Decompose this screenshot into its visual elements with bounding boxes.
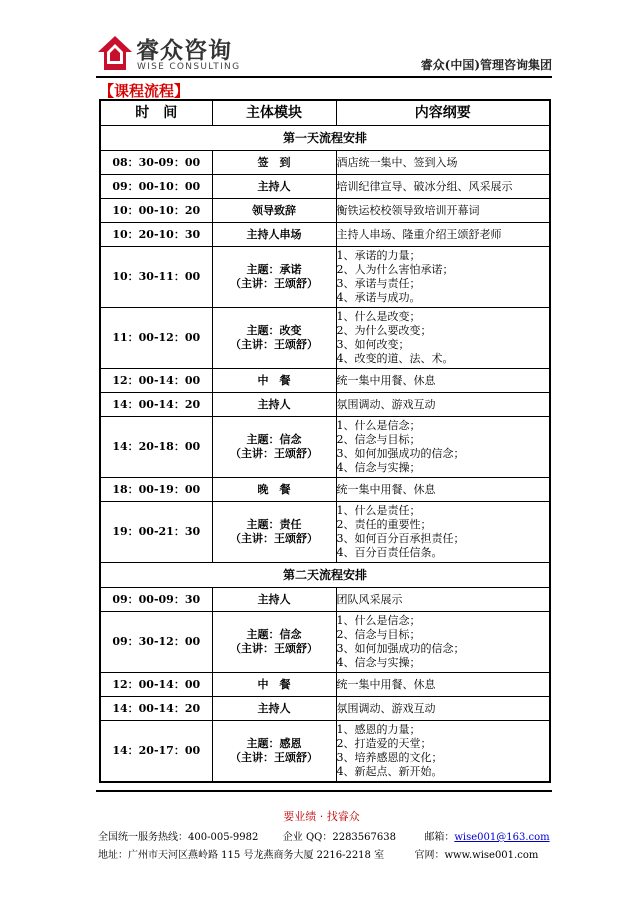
time-cell: 09：30-12：00 <box>100 612 212 673</box>
content-line: 衡铁运校校领导致培训开幕词 <box>336 203 480 217</box>
module-line: 晚 餐 <box>257 482 291 496</box>
hotline-label: 全国统一服务热线： <box>98 832 188 843</box>
table-row <box>100 151 550 175</box>
day2-section-title: 第二天流程安排 <box>100 563 550 588</box>
content-cell <box>336 417 550 478</box>
module-line: 主题：责任 <box>246 518 302 531</box>
content-cell <box>336 502 550 563</box>
content-line: 氛围调动、游戏互动 <box>336 397 436 411</box>
module-cell <box>212 588 336 612</box>
time-cell: 10：30-11：00 <box>100 247 212 308</box>
module-line: 主题：信念 <box>246 628 302 641</box>
content-line: 3、如何百分百承担责任； <box>336 532 465 545</box>
module-line: 主题：信念 <box>246 433 302 446</box>
table-row <box>100 369 550 393</box>
content-line: 2、打造爱的天堂； <box>336 736 432 750</box>
content-line: 团队风采展示 <box>336 592 403 606</box>
content-cell <box>336 588 550 612</box>
module-line: 主持人 <box>257 592 291 606</box>
module-cell <box>212 393 336 417</box>
header-time: 时 间 <box>100 100 212 126</box>
footer-slogan: 要业绩 · 找睿众 <box>283 810 360 823</box>
content-line: 3、培养感恩的文化； <box>336 750 443 764</box>
content-cell <box>336 697 550 721</box>
content-line: 3、如何加强成功的信念； <box>336 642 465 655</box>
time-cell: 14：20-18：00 <box>100 417 212 478</box>
time-cell: 18：00-19：00 <box>100 478 212 502</box>
time-cell: 08：30-09：00 <box>100 151 212 175</box>
content-line: 3、承诺与责任； <box>336 277 421 290</box>
module-line: 主题：感恩 <box>246 736 302 750</box>
time-cell: 09：00-09：30 <box>100 588 212 612</box>
module-cell <box>212 308 336 369</box>
content-cell <box>336 223 550 247</box>
module-cell <box>212 175 336 199</box>
module-line: 主持人串场 <box>246 227 302 241</box>
address-label: 地址： <box>98 850 128 861</box>
header-content: 内容纲要 <box>336 100 550 126</box>
content-line: 3、如何加强成功的信念； <box>336 447 465 460</box>
page-header <box>96 30 552 76</box>
logo-text: 睿众咨询 <box>136 38 232 64</box>
qq-label: 企业 QQ： <box>282 832 333 843</box>
content-line: 统一集中用餐、休息 <box>336 373 436 387</box>
footer-address-line <box>98 846 538 861</box>
content-line: 4、信念与实操； <box>336 656 421 669</box>
time-cell: 09：00-10：00 <box>100 175 212 199</box>
content-line: 4、百分百责任信条。 <box>336 546 443 559</box>
header-module: 主体模块 <box>212 100 336 126</box>
table-row <box>100 612 550 673</box>
footer-contact-line <box>98 828 550 843</box>
table-row <box>100 393 550 417</box>
table-row <box>100 721 550 782</box>
content-line: 2、信念与目标； <box>336 433 421 446</box>
footer-divider <box>96 790 552 792</box>
email-link[interactable]: wise001@163.com <box>454 832 550 843</box>
module-cell <box>212 369 336 393</box>
website-text: www.wise001.com <box>444 850 539 861</box>
module-cell <box>212 721 336 782</box>
content-line: 1、什么是改变； <box>336 310 421 323</box>
table-row <box>100 502 550 563</box>
table-row <box>100 697 550 721</box>
content-cell <box>336 369 550 393</box>
content-cell <box>336 478 550 502</box>
content-line: 1、什么是信念； <box>336 614 421 627</box>
hotline-number: 400-005-9982 <box>188 832 259 843</box>
content-cell <box>336 247 550 308</box>
time-cell: 11：00-12：00 <box>100 308 212 369</box>
day1-section-title: 第一天流程安排 <box>100 126 550 151</box>
logo-subtext: WISE CONSULTING <box>137 62 241 72</box>
module-cell <box>212 673 336 697</box>
content-cell <box>336 673 550 697</box>
content-cell <box>336 612 550 673</box>
module-line: （主讲：王颂舒） <box>230 642 318 655</box>
table-row <box>100 308 550 369</box>
time-cell: 12：00-14：00 <box>100 673 212 697</box>
day2-section <box>100 563 550 588</box>
module-line: 签 到 <box>257 155 291 169</box>
content-cell <box>336 199 550 223</box>
module-line: 主持人 <box>257 701 291 715</box>
content-line: 1、承诺的力量； <box>336 249 421 262</box>
content-line: 统一集中用餐、休息 <box>336 677 436 691</box>
schedule-table <box>99 99 551 783</box>
module-cell <box>212 199 336 223</box>
time-cell: 14：20-17：00 <box>100 721 212 782</box>
section-title: 【课程流程】 <box>99 82 190 100</box>
qq-number: 2283567638 <box>332 832 396 843</box>
table-row <box>100 588 550 612</box>
content-line: 1、什么是信念； <box>336 419 421 432</box>
module-line: 主持人 <box>257 397 291 411</box>
module-cell <box>212 223 336 247</box>
module-cell <box>212 417 336 478</box>
content-line: 1、什么是责任； <box>336 504 421 517</box>
content-line: 酒店统一集中、签到入场 <box>336 155 458 169</box>
header-divider <box>96 76 552 78</box>
content-line: 氛围调动、游戏互动 <box>336 701 436 715</box>
module-line: （主讲：王颂舒） <box>230 338 318 351</box>
content-line: 培训纪律宣导、破冰分组、风采展示 <box>336 179 513 193</box>
time-cell: 10：00-10：20 <box>100 199 212 223</box>
module-line: （主讲：王颂舒） <box>230 532 318 545</box>
table-row <box>100 417 550 478</box>
module-line: （主讲：王颂舒） <box>230 277 318 290</box>
company-name: 睿众(中国)管理咨询集团 <box>420 58 552 72</box>
content-line: 4、改变的道、法、术。 <box>336 352 454 365</box>
table-row <box>100 673 550 697</box>
module-line: 中 餐 <box>257 677 291 691</box>
module-cell <box>212 478 336 502</box>
module-cell <box>212 502 336 563</box>
module-line: 主题：承诺 <box>246 263 302 276</box>
content-line: 主持人串场、隆重介绍王颂舒老师 <box>336 227 502 241</box>
content-cell <box>336 721 550 782</box>
content-line: 1、感恩的力量； <box>336 722 421 736</box>
module-line: （主讲：王颂舒） <box>230 447 318 460</box>
module-line: 领导致辞 <box>252 203 296 217</box>
day1-section <box>100 126 550 151</box>
content-line: 4、信念与实操； <box>336 461 421 474</box>
module-line: 主题：改变 <box>246 324 302 337</box>
time-cell: 19：00-21：30 <box>100 502 212 563</box>
address-text: 广州市天河区燕岭路 115 号龙燕商务大厦 2216-2218 室 <box>128 850 385 861</box>
website-label: 官网： <box>414 850 445 861</box>
content-line: 4、新起点、新开始。 <box>336 764 443 778</box>
table-row <box>100 223 550 247</box>
table-row <box>100 175 550 199</box>
email-label: 邮箱： <box>424 832 455 843</box>
content-cell <box>336 393 550 417</box>
module-line: 中 餐 <box>257 373 291 387</box>
time-cell: 14：00-14：20 <box>100 697 212 721</box>
content-line: 4、承诺与成功。 <box>336 291 421 304</box>
table-row <box>100 199 550 223</box>
content-cell <box>336 151 550 175</box>
time-cell: 12：00-14：00 <box>100 369 212 393</box>
module-cell <box>212 247 336 308</box>
module-cell <box>212 612 336 673</box>
content-cell <box>336 308 550 369</box>
module-line: （主讲：王颂舒） <box>230 750 318 764</box>
table-header-row <box>100 100 550 126</box>
module-line: 主持人 <box>257 179 291 193</box>
content-cell <box>336 175 550 199</box>
logo-icon <box>96 34 134 72</box>
content-line: 3、如何改变； <box>336 338 410 351</box>
module-cell <box>212 697 336 721</box>
content-line: 2、信念与目标； <box>336 628 421 641</box>
content-line: 统一集中用餐、休息 <box>336 482 436 496</box>
module-cell <box>212 151 336 175</box>
content-line: 2、为什么要改变； <box>336 324 432 337</box>
table-row <box>100 247 550 308</box>
content-line: 2、人为什么害怕承诺； <box>336 263 454 276</box>
time-cell: 14：00-14：20 <box>100 393 212 417</box>
time-cell: 10：20-10：30 <box>100 223 212 247</box>
content-line: 2、责任的重要性； <box>336 518 432 531</box>
table-row <box>100 478 550 502</box>
